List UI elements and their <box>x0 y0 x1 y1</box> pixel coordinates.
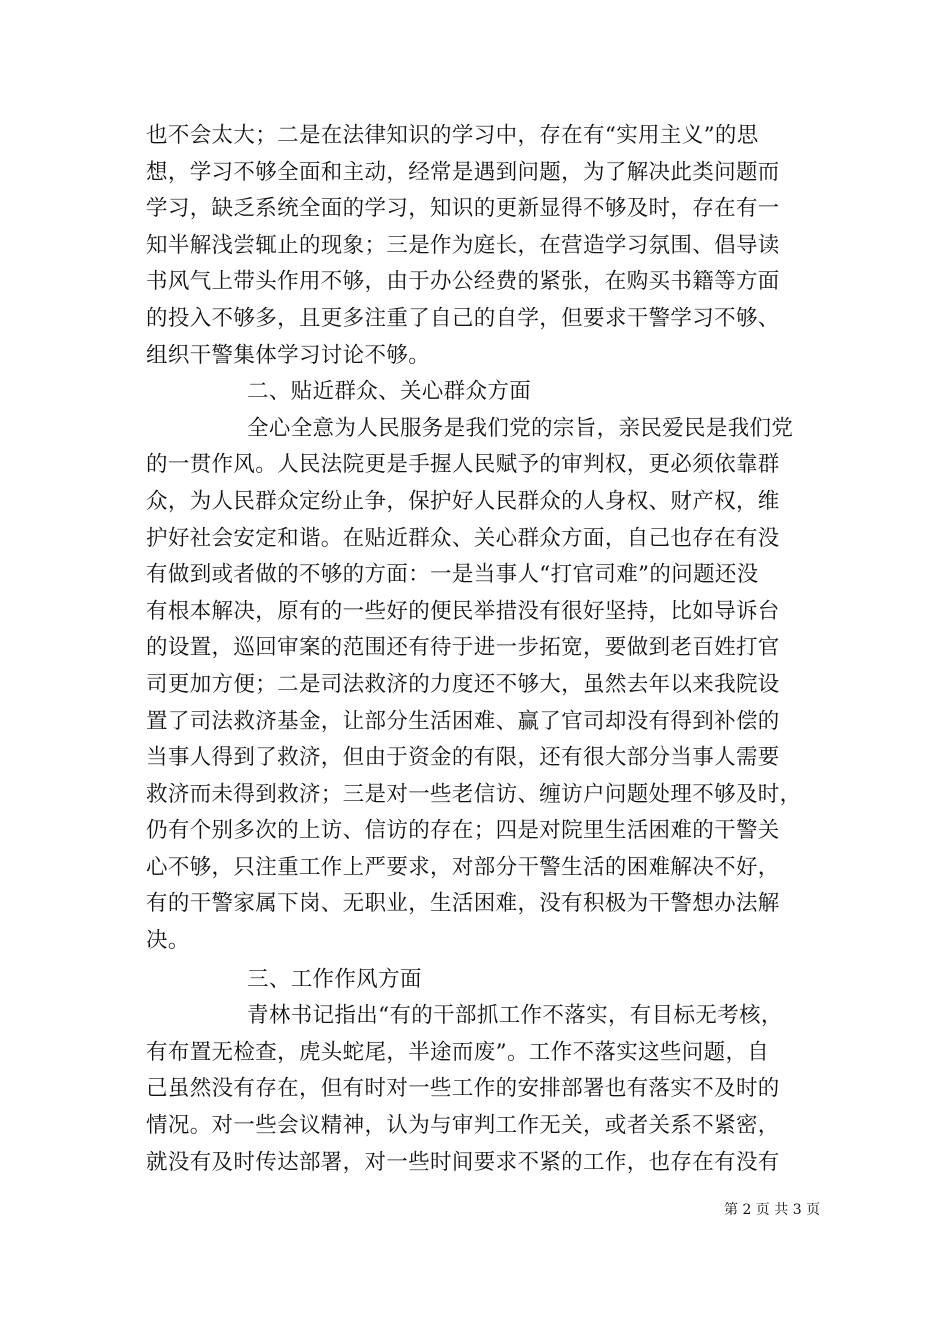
text-line: 知半解浅尝辄止的现象；三是作为庭长，在营造学习氛围、倡导读 <box>146 232 780 258</box>
text-line: 救济而未得到救济；三是对一些老信访、缠访户问题处理不够及时， <box>146 781 802 807</box>
text-line: 置了司法救济基金，让部分生活困难、赢了官司却没有得到补偿的 <box>146 708 780 734</box>
paragraph-first-line: 全心全意为人民服务是我们党的宗旨，亲民爱民是我们党 <box>247 415 794 441</box>
text-line: 有的干警家属下岗、无职业，生活困难，没有积极为干警想办法解 <box>146 891 780 917</box>
text-line: 组织干警集体学习讨论不够。 <box>146 342 431 368</box>
document-body <box>146 118 816 1181</box>
text-line: 仍有个别多次的上访、信访的存在；四是对院里生活困难的干警关 <box>146 818 780 844</box>
page-number: 第 2 页 共 3 页 <box>724 1202 821 1218</box>
text-line: 的设置，巡回审案的范围还有待于进一步拓宽，要做到老百姓打官 <box>146 635 780 661</box>
text-line: 想，学习不够全面和主动，经常是遇到问题，为了解决此类问题而 <box>146 159 780 185</box>
text-line: 也不会太大；二是在法律知识的学习中，存在有“实用主义”的思 <box>146 123 759 148</box>
text-line: 己虽然没有存在，但有时对一些工作的安排部署也有落实不及时的 <box>146 1076 780 1102</box>
text-line: 情况。对一些会议精神，认为与审判工作无关，或者关系不紧密， <box>146 1113 780 1139</box>
text-line: 书风气上带头作用不够，由于办公经费的紧张，在购买书籍等方面 <box>146 269 780 295</box>
section-heading: 二、贴近群众、关心群众方面 <box>247 379 532 405</box>
paragraph-first-line: 青林书记指出“有的干部抓工作不落实，有目标无考核， <box>247 1003 783 1029</box>
text-line: 有做到或者做的不够的方面：一是当事人“打官司难”的问题还没 <box>146 562 759 588</box>
text-line: 护好社会安定和谐。在贴近群众、关心群众方面，自己也存在有没 <box>146 525 780 551</box>
text-line: 当事人得到了救济，但由于资金的有限，还有很大部分当事人需要 <box>146 745 780 771</box>
text-line: 有布置无检查，虎头蛇尾，半途而废”。工作不落实这些问题，自 <box>146 1039 770 1065</box>
text-line: 就没有及时传达部署，对一些时间要求不紧的工作，也存在有没有 <box>146 1149 780 1175</box>
text-line: 心不够，只注重工作上严要求，对部分干警生活的困难解决不好， <box>146 854 780 880</box>
text-line: 众，为人民群众定纷止争，保护好人民群众的人身权、财产权，维 <box>146 488 780 514</box>
text-line: 司更加方便；二是司法救济的力度还不够大，虽然去年以来我院设 <box>146 671 780 697</box>
text-line: 的投入不够多，且更多注重了自己的自学，但要求干警学习不够、 <box>146 305 780 331</box>
section-heading: 三、工作作风方面 <box>247 966 422 992</box>
text-line: 的一贯作风。人民法院更是手握人民赋予的审判权，更必须依靠群 <box>146 452 780 478</box>
text-line: 学习，缺乏系统全面的学习，知识的更新显得不够及时，存在有一 <box>146 196 780 222</box>
text-line: 有根本解决，原有的一些好的便民举措没有很好坚持，比如导诉台 <box>146 598 780 624</box>
text-line: 决。 <box>146 928 190 954</box>
